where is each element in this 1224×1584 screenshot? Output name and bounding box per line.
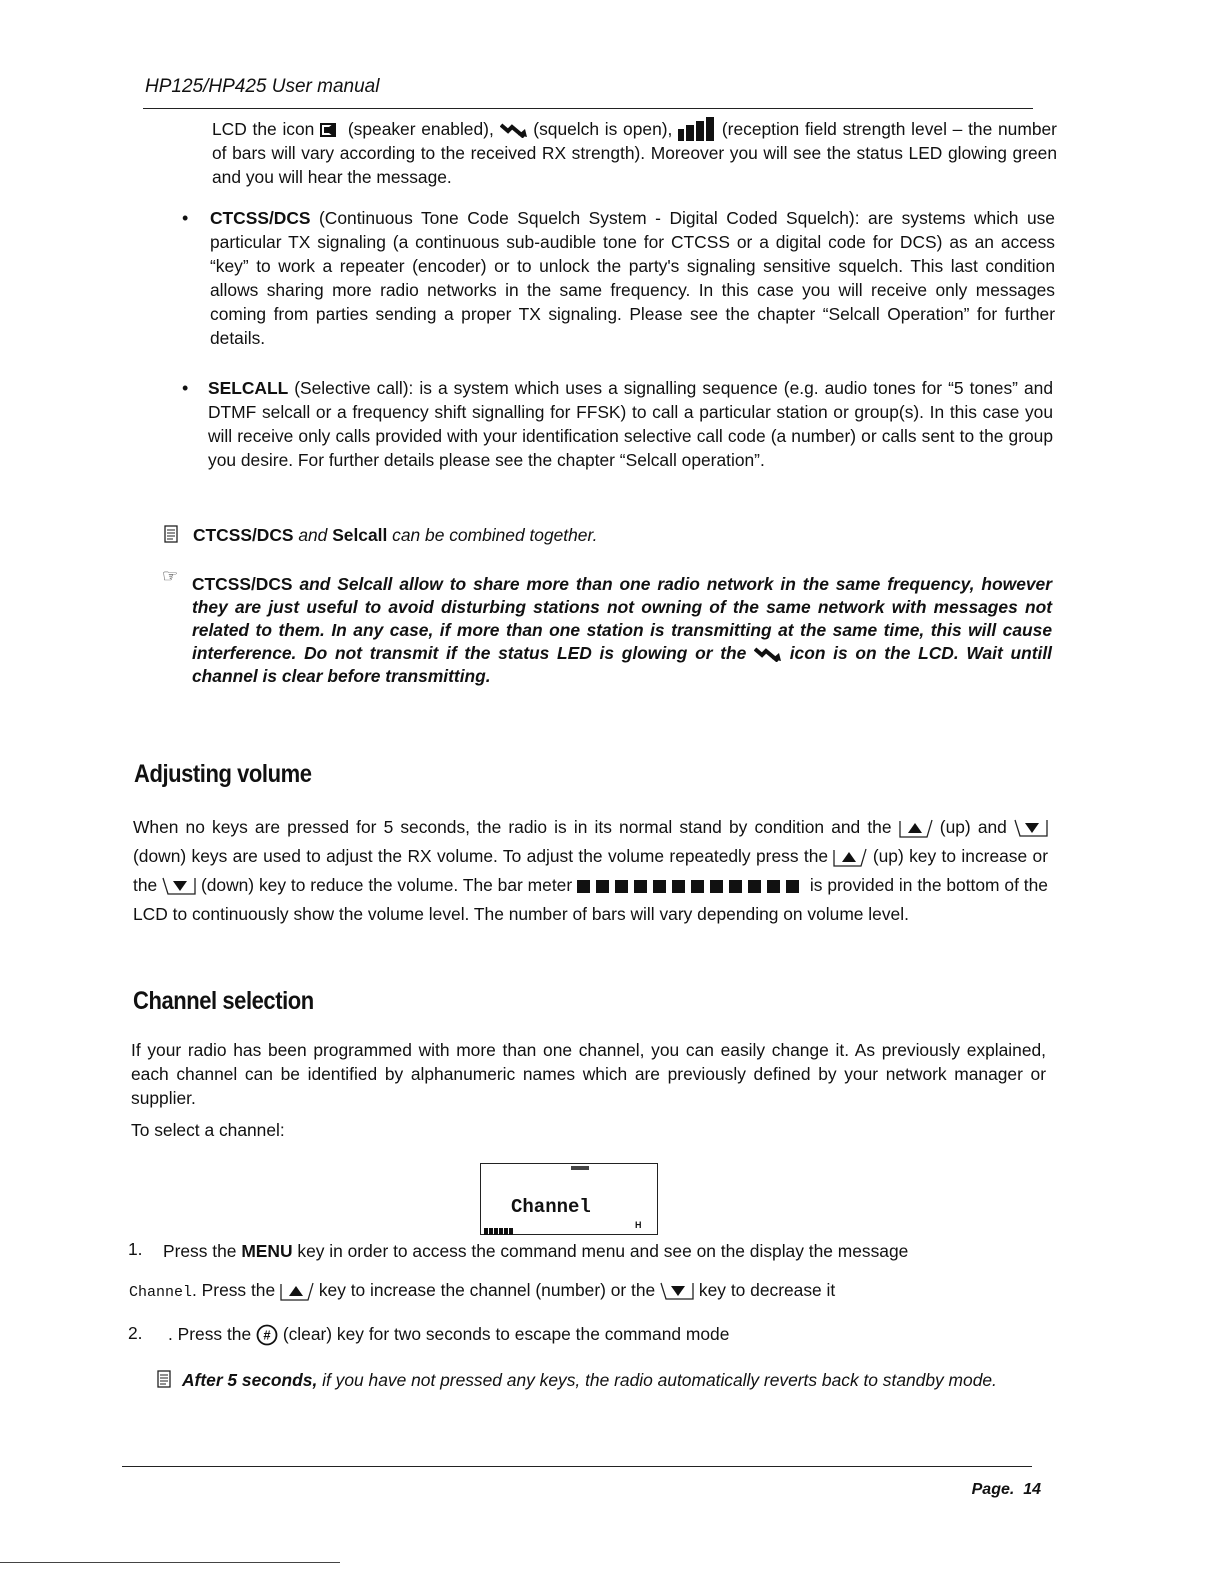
page-number: Page. 14 — [971, 1481, 1041, 1498]
header-rule — [143, 108, 1033, 109]
bullet-dot: • — [182, 378, 189, 398]
signal-strength-icon — [678, 119, 716, 139]
step-1-continued: Channel. Press the key to increase the channel (number) or the key to decrease it — [129, 1280, 836, 1301]
squelch-open-icon — [754, 646, 782, 662]
hand-warning-icon: ☞ — [162, 566, 179, 586]
scan-edge-rule — [0, 1562, 340, 1563]
step-1-number: 1. — [128, 1239, 143, 1259]
selcall-paragraph: SELCALL (Selective call): is a system which uses a signalling sequence (e.g. audio tones for “5 tones” and DTMF selcall or a frequency shift signalling for FFSK) to call a particular station or group(s). In this case you will receive only calls provided with your identification selective call code (a number) or calls sent to the group you desire. For further details please see the chapter “Selcall operation”. — [208, 378, 1053, 470]
combined-note: CTCSS/DCS and Selcall can be combined together. — [193, 525, 598, 545]
channel-paragraph: If your radio has been programmed with more than one channel, you can easily change it. As previously explained, each channel can be identified by alphanumeric names which are previously defined by your network manager or supplier. — [131, 1040, 1046, 1108]
warning-paragraph: CTCSS/DCS and Selcall allow to share more than one radio network in the same frequency, however they are just useful to avoid disturbing stations not owning of the same network with messages not related to them. In any case, if more than one station is transmitting at the same time, this will cause interference. Do not transmit if the status LED is glowing or the icon is on the LCD. Wait untill channel is clear before transmitting. — [192, 574, 1052, 686]
clear-key-icon — [256, 1324, 278, 1346]
step-2-number: 2. — [128, 1323, 143, 1343]
svg-text:#: # — [263, 1327, 271, 1343]
down-key-icon — [1014, 818, 1048, 838]
up-key-icon — [833, 847, 867, 867]
section-heading-volume: Adjusting volume — [134, 760, 312, 788]
squelch-open-icon — [500, 122, 528, 138]
up-key-icon — [899, 818, 933, 838]
standby-note: After 5 seconds, if you have not pressed any keys, the radio automatically reverts back to standby mode. — [182, 1370, 997, 1390]
speaker-icon — [320, 121, 342, 139]
ctcss-paragraph: CTCSS/DCS (Continuous Tone Code Squelch System - Digital Coded Squelch): are systems which use particular TX signaling (a continuous sub-audible tone for CTCSS or a digital code for DCS) as an access “key” to work a repeater (encoder) or to unlock the party's signaling sensitive squelch. This last condition allows sharing more radio networks in the same frequency. In this case you will receive only messages coming from parties sending a proper TX signaling. Please see the chapter “Selcall Operation” for further details. — [210, 208, 1055, 348]
intro-paragraph: LCD the icon (speaker enabled), (squelch is open), (reception field strength level – the number of bars will vary according to the received RX strength). Moreover you will see the status LED glowing green and you will hear the message. — [212, 119, 1057, 187]
lcd-power-indicator: H — [635, 1220, 642, 1230]
bullet-dot: • — [182, 208, 189, 228]
running-header: HP125/HP425 User manual — [145, 76, 380, 97]
section-heading-channel: Channel selection — [133, 987, 314, 1015]
lcd-volume-bars — [484, 1222, 513, 1240]
down-key-icon — [162, 876, 196, 896]
down-key-icon — [660, 1281, 694, 1301]
volume-paragraph: When no keys are pressed for 5 seconds, the radio is in its normal stand by condition and the (up) and (down) keys are used to adjust the RX volume. To adjust the volume repeatedly press the (up) key to increase or the (down) key to reduce the volume. The bar meter is provided in the bottom of the LCD to continuously show the volume level. The number of bars will vary depending on volume level. — [133, 817, 1048, 924]
select-channel-intro: To select a channel: — [131, 1120, 285, 1140]
lcd-display — [480, 1163, 658, 1235]
note-icon — [157, 1370, 171, 1393]
note-icon — [164, 525, 178, 548]
volume-bar-meter — [577, 875, 805, 895]
lcd-channel-text: Channel — [511, 1196, 591, 1218]
up-key-icon — [280, 1281, 314, 1301]
footer-rule — [122, 1466, 1032, 1467]
step-2-text: . Press the # (clear) key for two seconds to escape the command mode — [168, 1322, 729, 1346]
step-1-text: Press the MENU key in order to access the command menu and see on the display the message — [163, 1241, 909, 1261]
lcd-top-icon — [569, 1164, 591, 1172]
